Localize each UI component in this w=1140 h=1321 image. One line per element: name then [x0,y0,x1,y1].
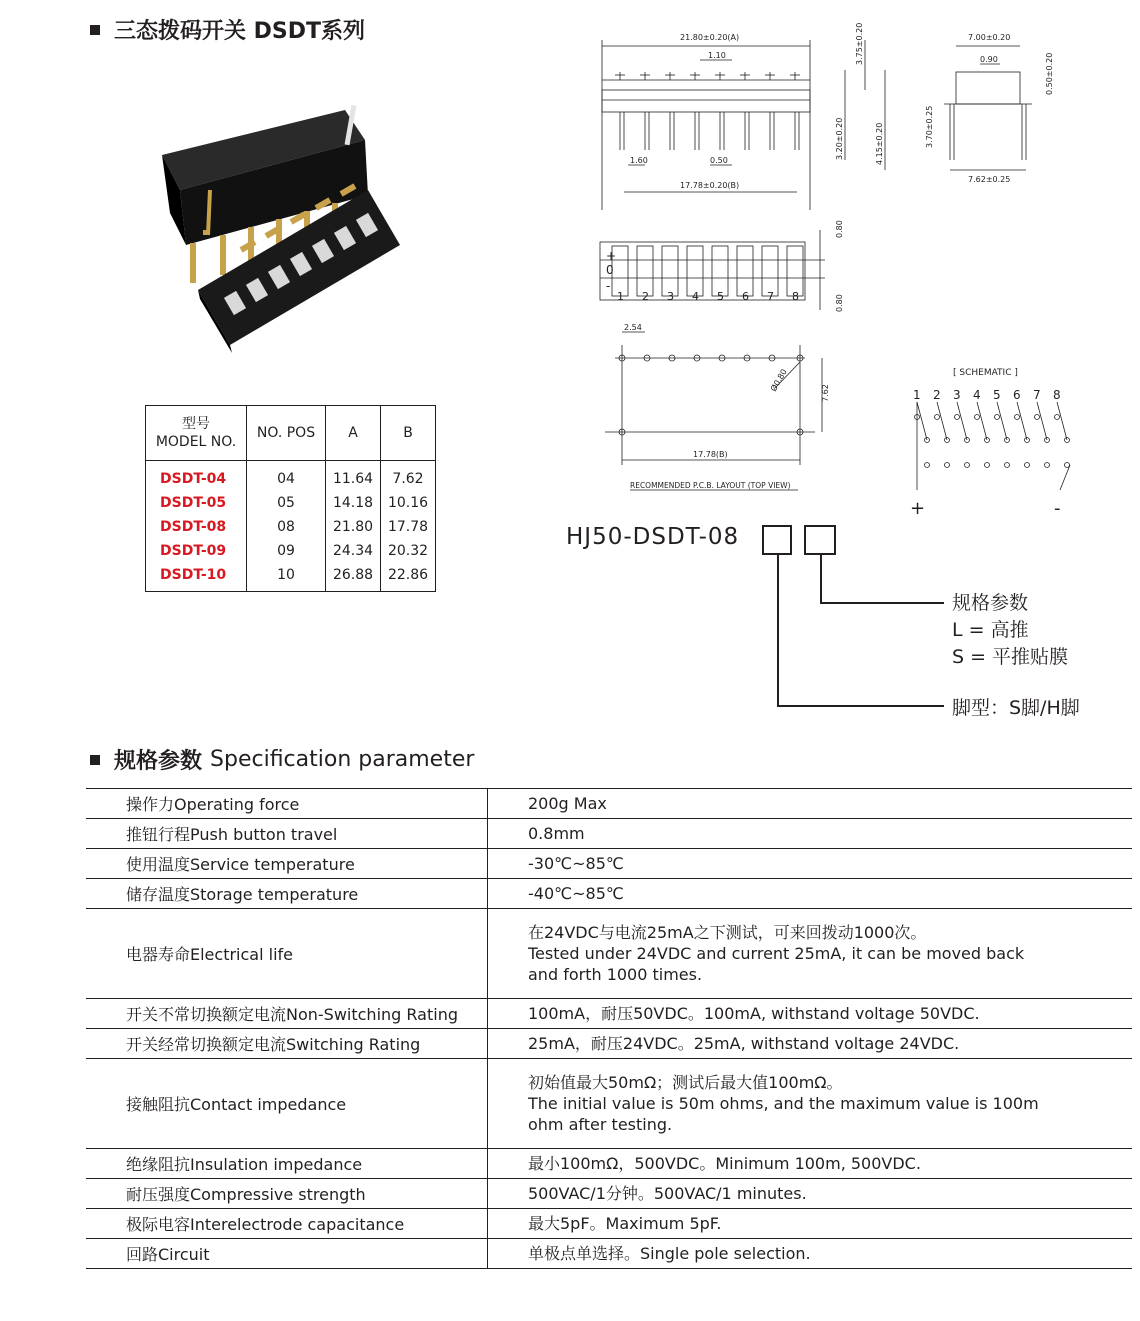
spec-legend-l: L = 高推 [952,619,1029,641]
spec-legend-title: 规格参数 [952,592,1029,614]
schematic-minus: - [1054,498,1061,519]
top-pos-4: 4 [692,290,699,303]
page-title [90,14,365,45]
b-cell: 22.86 [381,563,436,592]
table-row [86,1239,1132,1269]
top-right-2: 0.80 [835,294,844,312]
table-row [86,849,1132,879]
product-photo [150,95,420,355]
spec-key: 开关不常切换额定电流Non-Switching Rating [86,999,488,1028]
sch-pos-4: 4 [973,388,981,402]
dim-row: 17.78±0.20(B) [680,181,740,190]
spec-value-line: 在24VDC与电流25mA之下测试，可来回拨动1000次。 [528,923,927,942]
spec-value-line: 200g Max [528,794,607,813]
connector-line [820,555,822,604]
spec-value-line: ohm after testing. [528,1115,673,1134]
model-cell: DSDT-05 [146,491,247,515]
spec-value [488,999,1132,1028]
spec-value [488,879,1132,908]
spec-value-line: -40℃~85℃ [528,884,624,903]
model-cell: DSDT-08 [146,515,247,539]
spec-legend [952,590,1068,671]
top-pos-2: 2 [642,290,649,303]
spec-key: 绝缘阻抗Insulation impedance [86,1149,488,1178]
spec-value-line: 初始值最大50mΩ；测试后最大值100mΩ。 [528,1073,843,1092]
b-cell: 20.32 [381,539,436,563]
side-bottom: 7.62±0.25 [968,175,1011,184]
spec-key: 推钮行程Push button travel [86,819,488,848]
top-pos-1: 1 [617,290,624,303]
spec-key: 接触阻抗Contact impedance [86,1059,488,1148]
dim-height-top: 3.75±0.20 [855,22,864,65]
spec-value-line: 0.8mm [528,824,585,843]
part-code-box-1 [762,525,792,555]
table-row [86,789,1132,819]
top-right-1: 0.80 [835,220,844,238]
table-row [86,879,1132,909]
pcb-pitch: 2.54 [624,323,642,332]
spec-key: 电器寿命Electrical life [86,909,488,998]
pcb-hole: Ø0.80 [768,367,789,393]
spec-value [488,849,1132,878]
spec-value-line: 25mA，耐压24VDC。25mA, withstand voltage 24VDC. [528,1034,960,1053]
schematic-plus: + [910,498,926,519]
top-pos-7: 7 [767,290,774,303]
foot-type-label: 脚型：S脚/H脚 [952,697,1080,719]
table-row [86,1209,1132,1239]
dim-pin: 1.60 [630,156,648,165]
spec-key: 使用温度Service temperature [86,849,488,878]
a-cell: 14.18 [326,491,381,515]
model-header-en: MODEL NO. [155,434,237,450]
b-cell: 10.16 [381,491,436,515]
spec-value [488,1029,1132,1058]
model-cell: DSDT-04 [146,461,247,492]
technical-drawing [560,20,1140,520]
sch-pos-1: 1 [913,388,921,402]
a-cell: 21.80 [326,515,381,539]
spec-value-line: 最小100mΩ，500VDC。Minimum 100m, 500VDC. [528,1154,921,1173]
a-cell: 26.88 [326,563,381,592]
part-code-box-2 [804,525,836,555]
side-right: 0.50±0.20 [1045,52,1054,95]
model-header-cn: 型号 [182,416,210,432]
sch-pos-3: 3 [953,388,961,402]
table-row [86,1179,1132,1209]
a-col-header: A [326,406,381,461]
spec-key: 开关经常切换额定电流Switching Rating [86,1029,488,1058]
pos-col-header: NO. POS [247,406,326,461]
table-row [86,909,1132,999]
spec-key: 操作力Operating force [86,789,488,818]
b-cell: 7.62 [381,461,436,492]
sch-pos-5: 5 [993,388,1001,402]
spec-value [488,909,1132,998]
top-zero: 0 [606,263,614,277]
dim-pitch: 1.10 [708,51,726,60]
pos-cell: 09 [247,539,326,563]
sch-pos-8: 8 [1053,388,1061,402]
dim-height: 3.20±0.20 [835,117,844,160]
spec-value [488,1149,1132,1178]
top-pos-8: 8 [792,290,799,303]
table-row [146,491,436,515]
spec-value [488,1209,1132,1238]
table-row [86,999,1132,1029]
pcb-caption: RECOMMENDED P.C.B. LAYOUT (TOP VIEW) [630,481,791,490]
side-top: 0.90 [980,55,998,64]
spec-value-line: and forth 1000 times. [528,965,703,984]
table-row [146,539,436,563]
connector-line [820,602,944,604]
top-minus: - [606,279,611,293]
dim-width: 21.80±0.20(A) [680,33,740,42]
top-pos-3: 3 [667,290,674,303]
spec-value-line: 100mA，耐压50VDC。100mA, withstand voltage 50VDC. [528,1004,980,1023]
spec-value-line: 最大5pF。Maximum 5pF. [528,1214,722,1233]
page-title-text: 三态拨码开关 DSDT系列 [114,19,366,44]
table-row [86,819,1132,849]
pcb-span: 17.78(B) [693,450,728,459]
pos-cell: 05 [247,491,326,515]
model-col-header [146,406,247,461]
b-cell: 17.78 [381,515,436,539]
sch-pos-7: 7 [1033,388,1041,402]
spec-key: 极际电容Interelectrode capacitance [86,1209,488,1238]
table-row [86,1149,1132,1179]
schematic-title: [ SCHEMATIC ] [953,368,1018,378]
top-plus: + [606,249,617,263]
spec-title-cn: 规格参数 [114,749,203,774]
bullet-square-icon [90,25,100,35]
spec-value [488,1179,1132,1208]
table-row [146,515,436,539]
spec-value [488,1059,1132,1148]
spec-key: 耐压强度Compressive strength [86,1179,488,1208]
sch-pos-2: 2 [933,388,941,402]
spec-table [86,788,1132,1269]
side-width: 7.00±0.20 [968,33,1011,42]
top-pos-5: 5 [717,290,724,303]
spec-key: 回路Circuit [86,1239,488,1268]
spec-value-line: -30℃~85℃ [528,854,624,873]
b-col-header: B [381,406,436,461]
dim-pin-width: 0.50 [710,156,728,165]
bullet-square-icon [90,755,100,765]
top-pos-6: 6 [742,290,749,303]
spec-legend-s: S = 平推贴膜 [952,646,1069,668]
a-cell: 24.34 [326,539,381,563]
spec-title-en: Specification parameter [210,747,475,772]
spec-value-line: The initial value is 50m ohms, and the maximum value is 100m [528,1094,1039,1113]
table-row [146,563,436,592]
spec-section-title [90,744,474,775]
pcb-row: 7.62 [821,384,830,402]
spec-value-line: 单极点单选择。Single pole selection. [528,1244,811,1263]
model-cell: DSDT-10 [146,563,247,592]
table-row [86,1029,1132,1059]
model-cell: DSDT-09 [146,539,247,563]
spec-key: 储存温度Storage temperature [86,879,488,908]
pos-cell: 04 [247,461,326,492]
side-left: 3.70±0.25 [925,105,934,148]
pos-cell: 08 [247,515,326,539]
spec-value-line: 500VAC/1分钟。500VAC/1 minutes. [528,1184,807,1203]
connector-line [777,705,944,707]
table-row [86,1059,1132,1149]
part-number: HJ50-DSDT-08 [566,524,740,550]
connector-line [777,555,779,707]
sch-pos-6: 6 [1013,388,1021,402]
model-table [145,405,436,592]
spec-value [488,1239,1132,1268]
spec-value-line: Tested under 24VDC and current 25mA, it can be moved back [528,944,1025,963]
spec-value [488,789,1132,818]
a-cell: 11.64 [326,461,381,492]
spec-value [488,819,1132,848]
dim-height-total: 4.15±0.20 [875,122,884,165]
table-row [146,461,436,492]
pos-cell: 10 [247,563,326,592]
